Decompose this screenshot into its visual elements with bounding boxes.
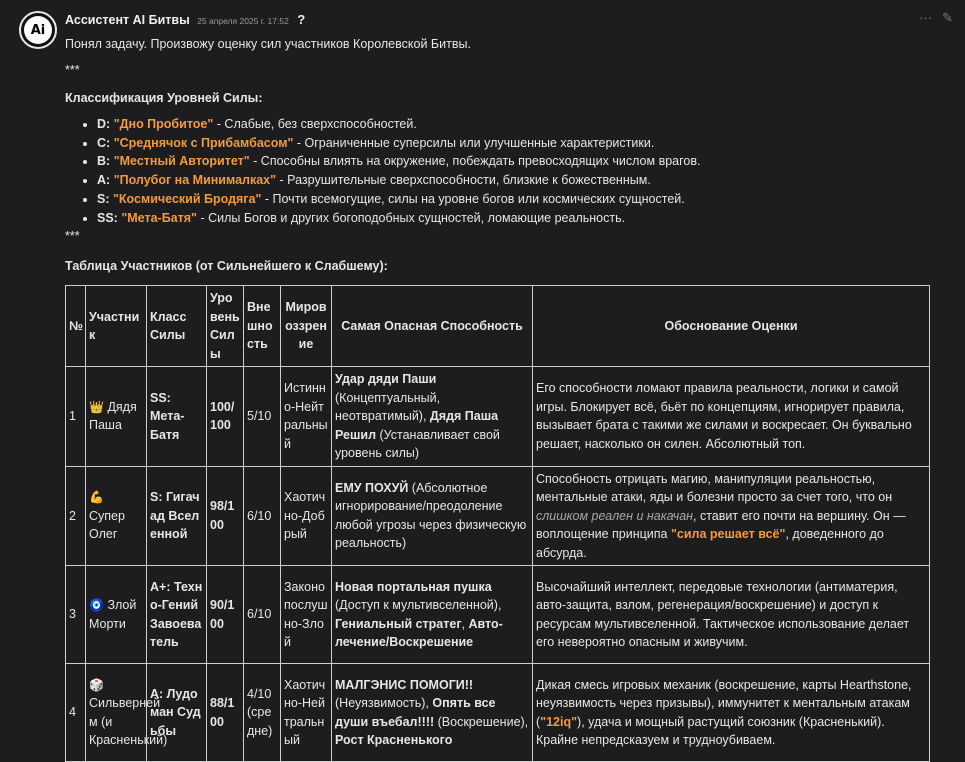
worldview: Хаотично-Добрый: [281, 466, 332, 566]
power-class: S: Гигачад Вселенной: [147, 466, 207, 566]
col-header-level: Уровень Силы: [207, 286, 244, 367]
reasoning-text: Способность отрицать магию, манипуляции реальностью, ментальные атаки, яды и болезни просто за счет того, что он: [536, 471, 893, 505]
message-content: [65, 34, 945, 762]
ability-cell: [332, 466, 533, 566]
reasoning-quote: "сила решает всё": [670, 527, 786, 542]
level-code: S:: [97, 191, 110, 206]
flexed-biceps-icon: 💪: [89, 490, 104, 505]
ability-bold: Гениальный стратег: [335, 616, 462, 631]
reasoning-cell: Высочайший интеллект, передовые технологии (антиматерия, авто-защита, взлом, регенерация/воскрешение) и доступ к ресурсам мультивселенной. Тактическое использование делает его невероятно опасным и живучим.: [533, 566, 930, 664]
avatar-logo-text: Ai: [30, 22, 46, 38]
ability-text: (Воскрешение),: [434, 714, 529, 729]
appearance-score: 6/10: [244, 566, 281, 664]
col-header-appearance: Внешность: [244, 286, 281, 367]
col-header-ability: Самая Опасная Способность: [332, 286, 533, 367]
level-name: "Мета-Батя": [121, 210, 197, 225]
ability-text: (Неуязвимость),: [335, 696, 433, 711]
more-options-icon[interactable]: ···: [919, 10, 933, 25]
appearance-score: 6/10: [244, 466, 281, 566]
ability-bold: Опять все души въебал!!!!: [335, 696, 496, 729]
list-item: [97, 171, 945, 190]
ability-text: (Устанавливает свой уровень силы): [335, 427, 500, 461]
participant-cell: [86, 566, 147, 664]
ability-text: (Абсолютное игнорирование/преодоление любой угрозы через физическую реальность): [335, 480, 527, 551]
row-number: 1: [66, 367, 86, 467]
message-timestamp: 25 апреля 2025 г. 17:52: [197, 16, 289, 26]
participant-name: Сильверней м (и Красненький): [89, 696, 168, 748]
level-name: "Полубог на Минималках": [113, 173, 277, 188]
ability-bold: МАЛГЭНИС ПОМОГИ!!: [335, 677, 474, 692]
separator: ***: [65, 229, 80, 244]
worldview: Законопослушно-Злой: [281, 566, 332, 664]
ability-cell: [332, 664, 533, 762]
level-name: "Дно Пробитое": [113, 117, 214, 131]
level-code: C:: [97, 135, 111, 150]
ability-bold: Новая портальная пушка: [335, 579, 492, 594]
level-name: "Космический Бродяга": [112, 191, 262, 206]
reasoning-text: , доведенного до абсурда.: [536, 527, 884, 560]
power-level: 88/100: [207, 664, 244, 762]
reasoning-cell: Его способности ломают правила реальности, логики и самой игры. Блокирует всё, бьёт по концепциям, игнорирует правила, вызывает брата с такими же силами и воскресает. Он буквально решает, насколько он силен. Абсолютный топ.: [533, 367, 930, 467]
ability-cell: [332, 566, 533, 664]
reasoning-cell: [533, 466, 930, 566]
author-name[interactable]: Ассистент AI Битвы: [65, 13, 190, 27]
list-item: [97, 190, 945, 209]
level-desc: - Ограниченные суперсилы или улучшенные характеристики.: [293, 135, 655, 150]
participants-table: [65, 285, 930, 762]
level-desc: - Силы Богов и других богоподобных сущностей, ломающие реальность.: [196, 210, 626, 225]
power-levels-list: [65, 115, 945, 227]
row-number: 3: [66, 566, 86, 664]
ability-bold: Рост Красненького: [335, 733, 453, 748]
participant-cell: [86, 466, 147, 566]
list-item: [97, 152, 945, 171]
level-name: "Местный Авторитет": [113, 154, 250, 169]
participant-cell: [86, 664, 168, 762]
ability-text: (Доступ к мультивселенной),: [335, 598, 502, 613]
ability-bold: Авто-лечение/Воскрешение: [335, 616, 503, 650]
ability-bold: Дядя Паша Решил: [335, 409, 499, 442]
level-desc: - Почти всемогущие, силы на уровне богов или космических сущностей.: [261, 191, 685, 206]
avatar-logo: [24, 16, 52, 44]
participant-name: Супер Олег: [89, 508, 125, 542]
participant-cell: [86, 367, 147, 467]
power-level: 98/100: [207, 466, 244, 566]
participant-name: Дядя Паша: [89, 399, 137, 433]
table-row: [66, 367, 930, 467]
nazar-amulet-icon: 🧿: [89, 598, 104, 613]
level-code: SS:: [97, 210, 118, 225]
reasoning-cell: [533, 664, 930, 762]
ability-text: ,: [461, 616, 469, 631]
col-header-class: Класс Силы: [147, 286, 207, 367]
table-row: [66, 664, 930, 762]
message-actions: [919, 10, 953, 26]
col-header-reasoning: Обоснование Оценки: [533, 286, 930, 367]
ability-bold: ЕМУ ПОХУЙ: [335, 480, 409, 495]
ability-bold: Удар дяди Паши: [335, 372, 437, 387]
assistant-avatar[interactable]: [19, 11, 57, 49]
ability-text: (Концептуальный, неотвратимый),: [335, 390, 441, 424]
game-die-icon: 🎲: [89, 677, 104, 692]
table-row: [66, 466, 930, 566]
level-code: B:: [97, 154, 111, 169]
power-level: 90/100: [207, 566, 244, 664]
power-class: A: Лудоман Судьбы: [147, 664, 207, 762]
separator: ***: [65, 63, 80, 77]
worldview: Хаотично-Нейтральный: [281, 664, 332, 762]
classification-title: Классификация Уровней Силы:: [65, 91, 263, 105]
level-code: A:: [97, 173, 111, 188]
participant-name: Злой Морти: [89, 598, 137, 631]
ability-cell: [332, 367, 533, 467]
crown-icon: 👑: [89, 399, 104, 414]
edit-icon[interactable]: ✎: [942, 10, 953, 25]
power-class: A+: Техно-Гений Завоеватель: [147, 566, 207, 664]
col-header-participant: Участник: [86, 286, 147, 367]
reasoning-italic: слишком реален и накачан: [536, 508, 694, 523]
reasoning-text: Дикая смесь игровых механик (воскрешение, карты Hearthstone, неуязвимость через призывы), иммунитет к ментальным атакам (: [536, 677, 912, 729]
table-row: [66, 566, 930, 664]
appearance-score: 5/10: [244, 367, 281, 467]
col-header-number: №: [66, 286, 86, 367]
reasoning-quote: "12iq": [540, 714, 578, 729]
level-desc: - Способны влиять на окружение, побеждать превосходящих числом врагов.: [249, 154, 701, 169]
appearance-score: 4/10 (средне): [244, 664, 281, 762]
list-item: [97, 134, 945, 153]
worldview: Истинно-Нейтральный: [281, 367, 332, 467]
reasoning-text: , ставит его почти на вершину. Он — воплощение принципа: [536, 508, 906, 542]
level-desc: - Разрушительные сверхспособности, близкие к божественным.: [276, 173, 651, 188]
table-title: Таблица Участников (от Сильнейшего к Слабшему):: [65, 259, 388, 274]
power-class: SS: Мета-Батя: [147, 367, 207, 467]
level-desc: - Слабые, без сверхспособностей.: [213, 117, 417, 131]
message-header: [65, 12, 305, 27]
table-header-row: [66, 286, 930, 367]
list-item: [97, 209, 945, 228]
level-code: D:: [97, 117, 111, 131]
reasoning-text: ), удача и мощный растущий союзник (Красненький). Крайне непредсказуем и трудноубиваем.: [536, 714, 885, 748]
row-number: 4: [66, 664, 86, 762]
intro-text: Понял задачу. Произвожу оценку сил участников Королевской Битвы.: [65, 37, 471, 51]
row-number: 2: [66, 466, 86, 566]
power-level: 100/100: [207, 367, 244, 467]
col-header-worldview: Мировоззрение: [281, 286, 332, 367]
help-icon[interactable]: ?: [297, 12, 306, 27]
level-name: "Среднячок с Прибамбасом": [113, 135, 294, 150]
list-item: [97, 115, 945, 134]
